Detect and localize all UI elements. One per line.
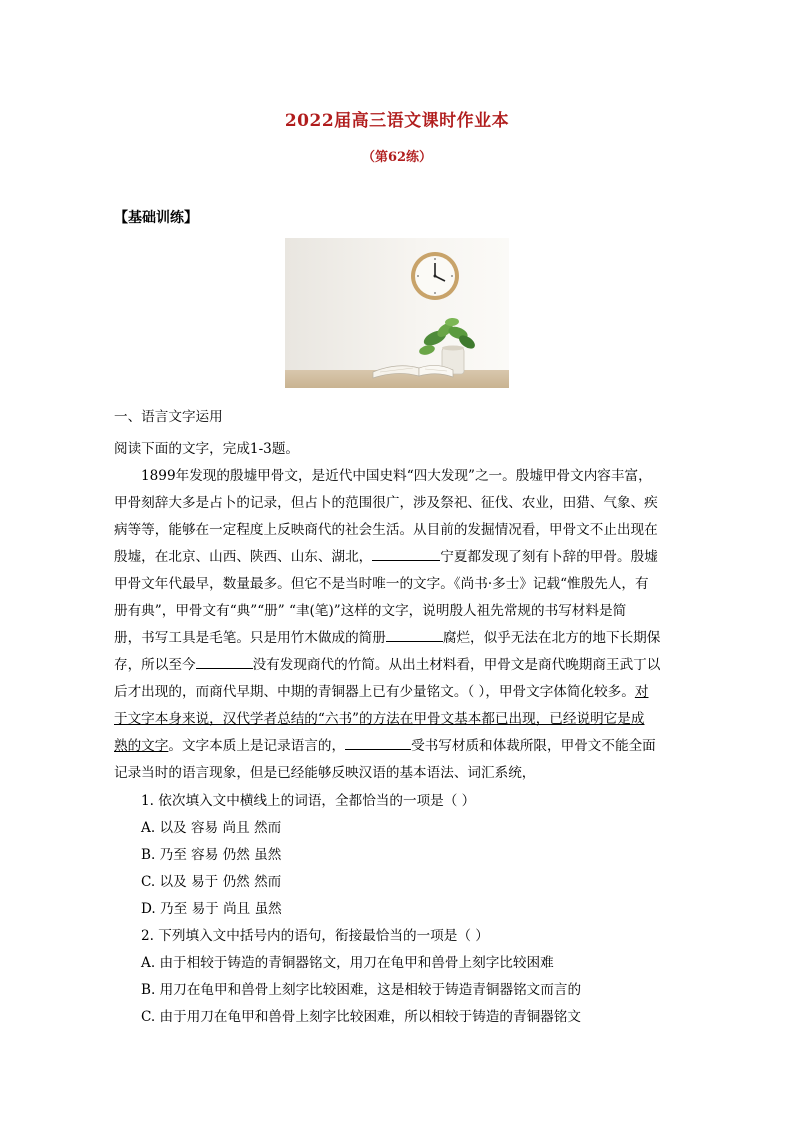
passage-line-2: 甲骨刻辞大多是占卜的记录，但占卜的范围很广，涉及祭祀、征伐、农业，田猎、气象、疾 xyxy=(114,495,658,511)
fill-blank-3[interactable] xyxy=(196,656,253,669)
illustration-photo xyxy=(285,238,509,388)
passage-line-8 xyxy=(114,653,684,673)
passage-line-6: 册有典”，甲骨文有“典”“册” “聿(笔)”这样的文字，说明殷人祖先常规的书写材料是简 xyxy=(114,603,627,619)
section-tag: 【基础训练】 xyxy=(114,210,198,226)
instruction: 阅读下面的文字，完成1-3题。 xyxy=(114,441,300,457)
question-1-option[interactable]: B. 乃至 容易 仍然 虽然 xyxy=(141,847,282,863)
part-heading: 一、语言文字运用 xyxy=(114,409,223,425)
passage-line-12: 记录当时的语言现象，但是已经能够反映汉语的基本语法、词汇系统， xyxy=(114,765,536,781)
question-1-option[interactable]: C. 以及 易于 仍然 然而 xyxy=(141,874,282,890)
passage-line-9 xyxy=(114,680,684,700)
question-2-option[interactable]: B. 用刀在龟甲和兽骨上刻字比较困难，这是相较于铸造青铜器铭文而言的 xyxy=(141,982,582,998)
passage-text: 受书写材质和体裁所限，甲骨文不能全面 xyxy=(411,738,656,754)
question-2-option[interactable]: A. 由于相较于铸造的青铜器铭文，用刀在龟甲和兽骨上刻字比较困难 xyxy=(141,955,554,971)
passage-text: 宁夏都发现了刻有卜辞的甲骨。殷墟 xyxy=(440,549,658,565)
passage-line-5: 甲骨文年代最早，数量最多。但它不是当时唯一的文字。《尚书·多士》记载“惟殷先人，有 xyxy=(114,576,649,592)
passage-text: 。文字本质上是记录语言的， xyxy=(168,738,346,754)
passage-line-11 xyxy=(114,734,684,754)
question-2-option[interactable]: C. 由于用刀在龟甲和兽骨上刻字比较困难，所以相较于铸造的青铜器铭文 xyxy=(141,1009,581,1025)
passage-line-3: 病等等，能够在一定程度上反映商代的社会生活。从目前的发掘情况看，甲骨文不止出现在 xyxy=(114,522,658,538)
question-1-stem: 1. 依次填入文中横线上的词语，全都恰当的一项是（ ） xyxy=(141,793,476,809)
passage-text: 册，书写工具是毛笔。只是用竹木做成的简册 xyxy=(114,630,386,646)
passage-text: 存，所以至今 xyxy=(114,657,196,673)
passage-line-1: 1899年发现的殷墟甲骨文，是近代中国史料“四大发现”之一。殷墟甲骨文内容丰富， xyxy=(141,468,652,484)
passage-line-10: 于文字本身来说，汉代学者总结的“六书”的方法在甲骨文基本都已出现，已经说明它是成 xyxy=(114,711,645,727)
fill-blank-1[interactable] xyxy=(372,548,440,561)
fill-blank-4[interactable] xyxy=(345,737,411,750)
exercise-number: （第62练） xyxy=(361,150,433,165)
passage-line-4 xyxy=(114,545,684,565)
underlined-sentence: 熟的文字 xyxy=(114,738,169,754)
passage-text: 殷墟，在北京、山西、陕西、山东、湖北， xyxy=(114,549,373,565)
wall-clock-icon xyxy=(411,252,459,300)
passage-line-7 xyxy=(114,626,684,646)
page-title: 2022届高三语文课时作业本 xyxy=(284,111,510,131)
passage-text: 腐烂，似乎无法在北方的地下长期保 xyxy=(442,630,661,646)
underlined-sentence: 对 xyxy=(634,684,649,700)
passage-text: 后才出现的，而商代早期、中期的青铜器上已有少量铭文。（ ），甲骨文字体简化较多。 xyxy=(114,684,635,700)
passage-text: 没有发现商代的竹简。从出土材料看，甲骨文是商代晚期商王武丁以 xyxy=(252,657,661,673)
question-1-option[interactable]: D. 乃至 易于 尚且 虽然 xyxy=(141,901,282,917)
fill-blank-2[interactable] xyxy=(386,629,443,642)
question-1-option[interactable]: A. 以及 容易 尚且 然而 xyxy=(141,820,282,836)
question-2-stem: 2. 下列填入文中括号内的语句，衔接最恰当的一项是（ ） xyxy=(141,928,489,944)
